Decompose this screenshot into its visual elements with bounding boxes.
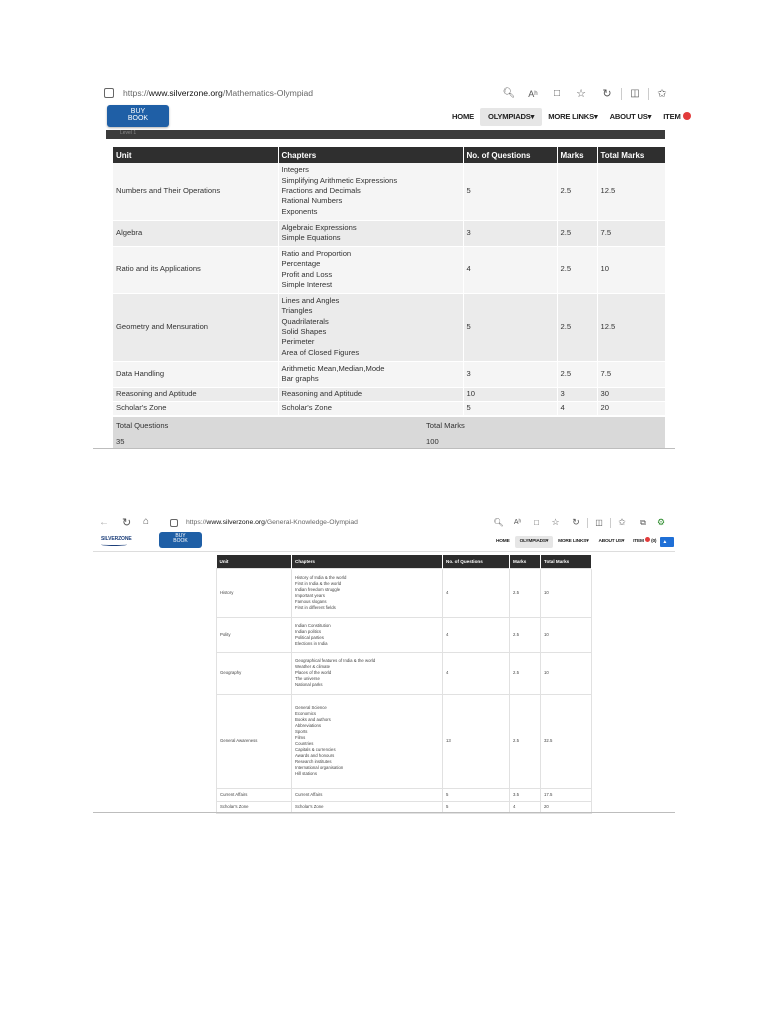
questions-cell: 3 bbox=[463, 361, 557, 387]
unit-cell: Polity bbox=[217, 617, 292, 652]
chapter-item: First in India & the world bbox=[295, 580, 342, 586]
syllabus-table bbox=[216, 555, 592, 814]
url-prefix: https:// bbox=[123, 88, 149, 98]
logo-text: SILVERZONE bbox=[101, 536, 132, 542]
chapter-item: General Science bbox=[295, 705, 327, 710]
chapter-item: Current Affairs bbox=[295, 791, 323, 797]
chapter-item: Bar graphs bbox=[281, 374, 319, 383]
chapter-item: Lines and Angles bbox=[281, 295, 340, 305]
nav-item-label: ITEM bbox=[633, 539, 644, 544]
nav-olympiads-label: OLYMPIADS bbox=[519, 539, 546, 544]
questions-cell: 5 bbox=[443, 788, 510, 801]
chapter-item: Important years bbox=[295, 592, 325, 598]
total-marks-cell: 20 bbox=[541, 801, 592, 813]
address-url[interactable] bbox=[186, 519, 358, 526]
chapter-item: Algebraic Expressions bbox=[281, 222, 357, 232]
chapter-item: Research institutes bbox=[295, 759, 332, 764]
nav-item-label: ITEM bbox=[663, 112, 681, 121]
unit-cell: General Awareness bbox=[217, 694, 292, 788]
refresh-icon[interactable]: ↻ bbox=[122, 517, 132, 529]
chapters-cell bbox=[278, 163, 463, 220]
chapter-item: Reasoning and Aptitude bbox=[281, 388, 363, 398]
chapter-item: Hill stations bbox=[295, 771, 317, 776]
buy-book-label-line2: BOOK bbox=[173, 538, 188, 544]
table-row bbox=[113, 220, 665, 246]
marks-cell: 2.5 bbox=[510, 694, 541, 788]
login-button[interactable] bbox=[660, 537, 674, 547]
unit-cell: Geography bbox=[217, 652, 292, 694]
silverzone-logo[interactable] bbox=[101, 536, 132, 546]
url-path: /General-Knowledge-Olympiad bbox=[264, 519, 358, 526]
url-prefix: https:// bbox=[186, 519, 207, 526]
total-marks-cell: 20 bbox=[597, 401, 665, 415]
collections-icon[interactable]: ⧉ bbox=[640, 517, 646, 527]
chapter-item: National parks bbox=[295, 682, 323, 687]
chapters-cell bbox=[278, 220, 463, 246]
table-row bbox=[113, 246, 665, 293]
unit-cell: Scholar's Zone bbox=[217, 801, 292, 813]
unit-cell: History bbox=[217, 568, 292, 617]
marks-cell: 2.5 bbox=[557, 220, 597, 246]
total-marks-cell: 7.5 bbox=[597, 361, 665, 387]
chapters-cell bbox=[278, 293, 463, 361]
extension-icon[interactable]: ⚙ bbox=[656, 517, 666, 527]
address-url[interactable] bbox=[123, 88, 313, 98]
main-menu bbox=[491, 536, 674, 548]
back-arrow-icon[interactable]: ← bbox=[99, 517, 109, 528]
favorites-icon[interactable]: ✩ bbox=[618, 517, 626, 527]
header-chapters: Chapters bbox=[292, 555, 443, 568]
chapter-item: Scholar's Zone bbox=[281, 402, 332, 412]
user-icon: ▲ bbox=[662, 539, 668, 545]
nav-home[interactable]: HOME bbox=[496, 539, 510, 544]
buy-book-button[interactable] bbox=[159, 532, 202, 548]
math-olympiad-screenshot bbox=[93, 82, 681, 450]
url-domain: www.silverzone.org bbox=[148, 88, 223, 98]
nav-about-us-label: ABOUT US bbox=[609, 112, 648, 121]
chapter-item: Awards and honours bbox=[295, 753, 335, 758]
table-row bbox=[217, 617, 592, 652]
marks-cell: 2.5 bbox=[557, 293, 597, 361]
chapter-item: Scholar's Zone bbox=[295, 804, 324, 809]
questions-cell: 4 bbox=[463, 246, 557, 293]
chapter-item: Quadrilaterals bbox=[281, 316, 329, 326]
nav-home[interactable]: HOME bbox=[452, 112, 474, 121]
total-marks-label: Total Marks bbox=[426, 421, 465, 430]
zoom-icon[interactable]: 🔍︎ bbox=[493, 518, 504, 527]
gk-olympiad-screenshot bbox=[93, 514, 675, 814]
chapter-item: Perimeter bbox=[281, 337, 315, 347]
chapter-item: Fractions and Decimals bbox=[281, 186, 361, 196]
syllabus-table bbox=[113, 147, 666, 416]
unit-cell: Algebra bbox=[113, 220, 278, 246]
chapter-item: Indian politics bbox=[295, 628, 322, 634]
questions-cell: 13 bbox=[443, 694, 510, 788]
chapter-item: Simplifying Arithmetic Expressions bbox=[281, 175, 398, 185]
total-marks-cell: 7.5 bbox=[597, 220, 665, 246]
split-screen-icon[interactable]: ◫ bbox=[595, 518, 603, 527]
questions-cell: 4 bbox=[443, 568, 510, 617]
header-marks: Marks bbox=[510, 555, 541, 568]
chapters-cell bbox=[278, 387, 463, 401]
nav-olympiads-label: OLYMPIADS bbox=[487, 112, 531, 121]
logo-wing-icon bbox=[101, 543, 127, 546]
questions-cell: 4 bbox=[443, 652, 510, 694]
nav-item-cart[interactable] bbox=[629, 536, 660, 548]
favorite-star-icon[interactable]: ☆ bbox=[576, 88, 586, 100]
marks-cell: 2.5 bbox=[557, 246, 597, 293]
chapter-item: Simple Equations bbox=[281, 233, 341, 242]
marks-cell: 2.5 bbox=[510, 568, 541, 617]
immersive-reader-icon[interactable]: □ bbox=[534, 518, 539, 527]
chevron-down-icon: ▾ bbox=[621, 539, 625, 544]
chapter-item: International organisation bbox=[295, 765, 344, 770]
chapters-cell bbox=[292, 788, 443, 801]
header-marks: Marks bbox=[557, 147, 597, 163]
marks-cell: 2.5 bbox=[557, 361, 597, 387]
page-info-icon[interactable] bbox=[170, 519, 178, 527]
unit-cell: Geometry and Mensuration bbox=[113, 293, 278, 361]
nav-more-links[interactable] bbox=[553, 536, 593, 548]
marks-cell: 4 bbox=[557, 401, 597, 415]
chapters-cell bbox=[292, 652, 443, 694]
chapters-cell bbox=[278, 361, 463, 387]
header-total-marks: Total Marks bbox=[541, 555, 592, 568]
chevron-down-icon: ▾ bbox=[593, 112, 598, 121]
unit-cell: Current Affairs bbox=[217, 788, 292, 801]
nav-about-us[interactable] bbox=[593, 536, 629, 548]
chapter-item: Abbreviations bbox=[295, 723, 322, 728]
chapter-item: Political parties bbox=[295, 634, 324, 640]
chapter-item: Geographical features of India & the world bbox=[295, 658, 376, 663]
url-path: /Mathematics-Olympiad bbox=[222, 88, 314, 98]
header-unit: Unit bbox=[217, 555, 292, 568]
header-unit: Unit bbox=[113, 147, 278, 163]
chapters-cell bbox=[292, 694, 443, 788]
buy-book-button[interactable] bbox=[107, 105, 169, 127]
unit-cell: Numbers and Their Operations bbox=[113, 163, 278, 220]
bottom-border bbox=[93, 448, 675, 449]
cart-icon bbox=[683, 112, 691, 120]
total-marks-cell: 12.5 bbox=[597, 163, 665, 220]
chapter-item: The universe bbox=[295, 676, 320, 681]
bottom-border bbox=[93, 812, 675, 813]
total-marks-cell: 30 bbox=[597, 387, 665, 401]
chapter-item: Exponents bbox=[281, 206, 318, 216]
read-aloud-icon[interactable]: Aʰ bbox=[528, 88, 538, 99]
questions-cell: 4 bbox=[443, 617, 510, 652]
questions-cell: 3 bbox=[463, 220, 557, 246]
immersive-reader-icon[interactable]: □ bbox=[553, 88, 561, 99]
cart-icon bbox=[645, 537, 650, 542]
questions-cell: 10 bbox=[463, 387, 557, 401]
cart-count: (0) bbox=[651, 539, 657, 544]
questions-cell: 5 bbox=[463, 401, 557, 415]
chapters-cell bbox=[292, 617, 443, 652]
buy-book-label-line1: BUY bbox=[175, 533, 186, 539]
buy-book-label-line1: BUY bbox=[130, 108, 146, 115]
total-marks-value: 100 bbox=[426, 437, 439, 446]
total-marks-cell: 10 bbox=[541, 617, 592, 652]
level-band bbox=[106, 130, 665, 139]
nav-about-us[interactable] bbox=[604, 108, 658, 126]
table-row bbox=[217, 788, 592, 801]
home-icon[interactable]: ⌂ bbox=[143, 516, 150, 527]
chapter-item: Rational Numbers bbox=[281, 196, 343, 206]
unit-cell: Scholar's Zone bbox=[113, 401, 278, 415]
table-row bbox=[217, 568, 592, 617]
level-band-text: Level 1 bbox=[120, 130, 137, 136]
chapter-item: Books and authors bbox=[295, 717, 331, 722]
total-questions-label: Total Questions bbox=[116, 421, 169, 430]
nav-more-links[interactable] bbox=[542, 108, 603, 126]
zoom-icon[interactable]: 🔍︎ bbox=[502, 88, 516, 99]
chapter-item: Capitals & currencies bbox=[295, 747, 336, 752]
header-chapters: Chapters bbox=[278, 147, 463, 163]
questions-cell: 5 bbox=[463, 163, 557, 220]
buy-book-label-line2: BOOK bbox=[127, 115, 149, 122]
marks-cell: 2.5 bbox=[510, 617, 541, 652]
header-questions: No. of Questions bbox=[463, 147, 557, 163]
total-marks-cell: 10 bbox=[597, 246, 665, 293]
page-info-icon[interactable] bbox=[104, 88, 114, 98]
main-menu bbox=[446, 108, 691, 126]
chapter-item: Sports bbox=[295, 729, 308, 734]
table-row bbox=[217, 694, 592, 788]
chapter-item: Indian freedom struggle bbox=[295, 586, 341, 592]
unit-cell: Reasoning and Aptitude bbox=[113, 387, 278, 401]
header-questions: No. of Questions bbox=[443, 555, 510, 568]
marks-cell: 4 bbox=[510, 801, 541, 813]
chapter-item: Profit and Loss bbox=[281, 269, 333, 279]
table-row bbox=[217, 652, 592, 694]
favorite-star-icon[interactable]: ☆ bbox=[551, 517, 560, 527]
total-marks-cell: 10 bbox=[541, 652, 592, 694]
nav-divider bbox=[93, 551, 675, 552]
site-nav bbox=[93, 533, 675, 551]
site-nav bbox=[93, 104, 681, 130]
chapter-item: Countries bbox=[295, 741, 314, 746]
chapter-item: Area of Closed Figures bbox=[281, 347, 360, 357]
chapter-item: Arithmetic Mean,Median,Mode bbox=[281, 363, 385, 373]
chapter-item: Solid Shapes bbox=[281, 327, 327, 336]
chapter-item: Ratio and Proportion bbox=[281, 248, 352, 258]
chapter-item: Triangles bbox=[281, 306, 313, 316]
browser-address-bar bbox=[93, 82, 675, 104]
header-total-marks: Total Marks bbox=[597, 147, 665, 163]
chapter-item: First in different fields bbox=[295, 604, 336, 610]
table-row bbox=[113, 387, 665, 401]
total-marks-cell: 32.5 bbox=[541, 694, 592, 788]
nav-olympiads[interactable] bbox=[515, 536, 554, 548]
chevron-down-icon: ▾ bbox=[545, 539, 549, 544]
chevron-down-icon: ▾ bbox=[647, 112, 652, 121]
total-questions-value: 35 bbox=[116, 437, 125, 446]
chapter-item: Famous slogans bbox=[295, 598, 327, 604]
nav-item-cart[interactable] bbox=[657, 108, 690, 126]
table-row bbox=[113, 361, 665, 387]
chapter-item: Percentage bbox=[281, 259, 321, 269]
chapter-item: Indian Constitution bbox=[295, 622, 331, 628]
table-row bbox=[113, 401, 665, 415]
chapter-item: Simple Interest bbox=[281, 279, 333, 289]
questions-cell: 5 bbox=[443, 801, 510, 813]
marks-cell: 3 bbox=[557, 387, 597, 401]
chapter-item: History of India & the world bbox=[295, 574, 347, 580]
chapters-cell bbox=[278, 401, 463, 415]
browser-address-bar bbox=[93, 514, 675, 533]
unit-cell: Data Handling bbox=[113, 361, 278, 387]
nav-olympiads[interactable] bbox=[480, 108, 542, 126]
url-domain: www.silverzone.org bbox=[206, 519, 265, 526]
total-marks-cell: 10 bbox=[541, 568, 592, 617]
chapter-item: Integers bbox=[281, 165, 309, 175]
nav-more-links-label: MORE LINKS bbox=[558, 539, 587, 544]
unit-cell: Ratio and its Applications bbox=[113, 246, 278, 293]
chapter-item: Films bbox=[295, 735, 306, 740]
refresh-icon[interactable]: ↻ bbox=[602, 88, 612, 100]
chapter-item: Elections in India bbox=[295, 640, 328, 646]
table-row bbox=[113, 293, 665, 361]
nav-more-links-label: MORE LINKS bbox=[548, 112, 594, 121]
table-row bbox=[113, 163, 665, 220]
chapters-cell bbox=[292, 568, 443, 617]
nav-about-us-label: ABOUT US bbox=[598, 539, 622, 544]
refresh-icon[interactable]: ↻ bbox=[572, 517, 580, 527]
chevron-down-icon: ▾ bbox=[530, 112, 535, 121]
marks-cell: 2.5 bbox=[557, 163, 597, 220]
favorites-icon[interactable]: ✩ bbox=[657, 88, 667, 100]
questions-cell: 5 bbox=[463, 293, 557, 361]
total-marks-cell: 17.5 bbox=[541, 788, 592, 801]
total-marks-cell: 12.5 bbox=[597, 293, 665, 361]
split-screen-icon[interactable]: ◫ bbox=[630, 88, 640, 99]
chapter-item: Weather & climate bbox=[295, 664, 331, 669]
chapter-item: Economics bbox=[295, 711, 317, 716]
chevron-down-icon: ▾ bbox=[586, 539, 589, 544]
marks-cell: 3.5 bbox=[510, 788, 541, 801]
chapters-cell bbox=[278, 246, 463, 293]
read-aloud-icon[interactable]: Aʰ bbox=[513, 519, 522, 526]
marks-cell: 2.5 bbox=[510, 652, 541, 694]
chapter-item: Places of the world bbox=[295, 670, 332, 675]
totals-bar bbox=[113, 417, 665, 449]
